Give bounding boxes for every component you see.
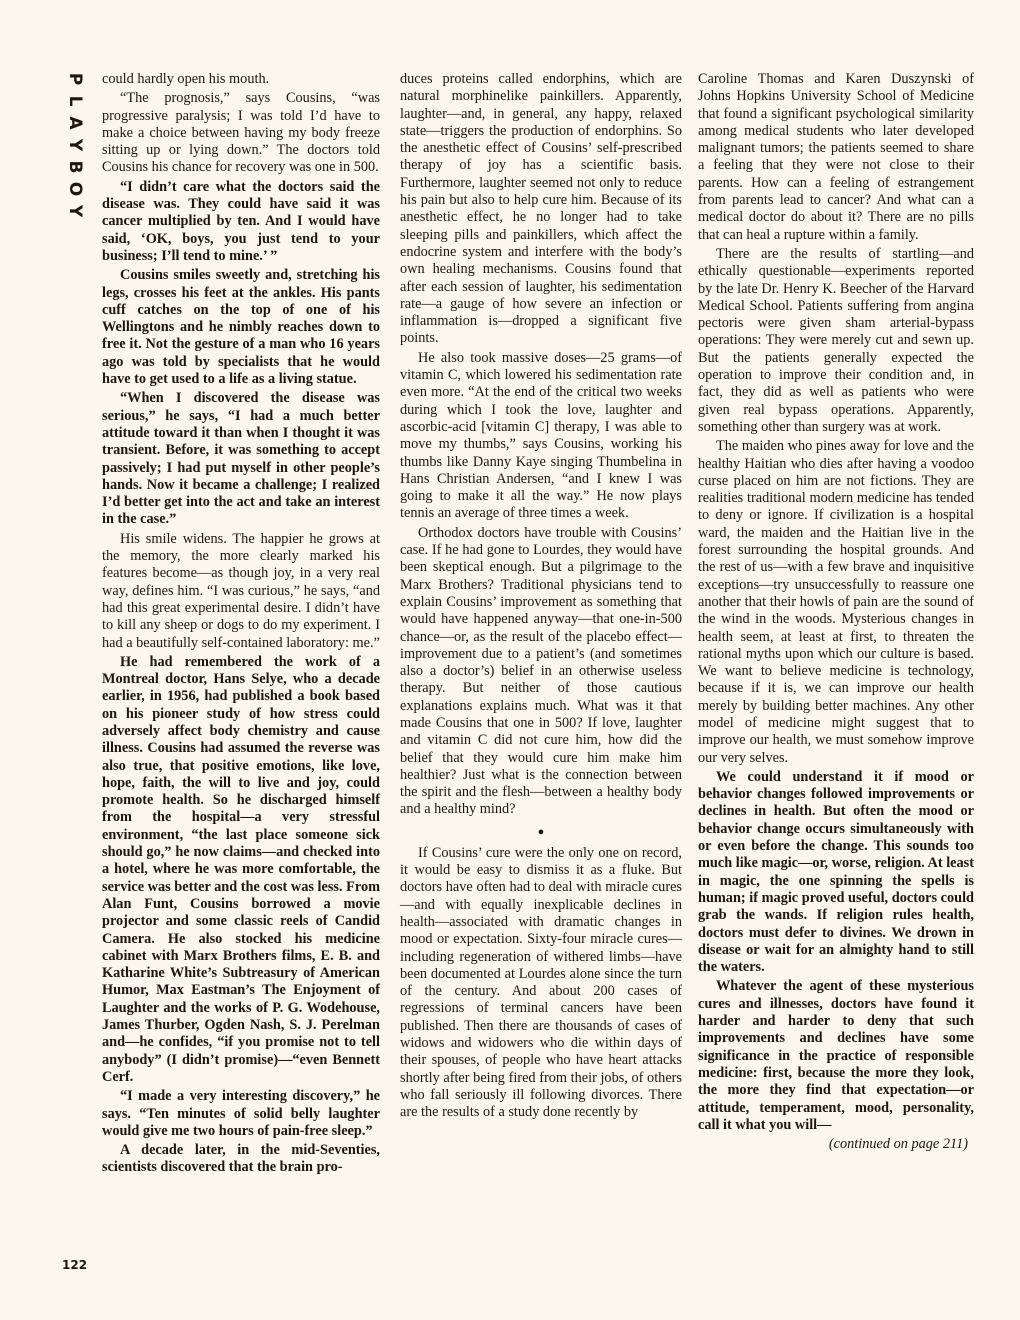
paragraph: Orthodox doctors have trouble with Cousins’ case. If he had gone to Lourdes, they would have been skeptical enough. But a pilgrimage to the Marx Brothers? Traditional physicians tend to explain Cousins’ improvement as something that would have happened anyway—that one-in-500 chance—or, as the result of the placebo effect—improvement due to a patient’s (and sometimes also a doctor’s) belief in an otherwise useless therapy. But neither of those cautious explanations explains much. What was it that made Cousins that one in 500? If love, laughter and vitamin C did not cure him, how did the belief that they would cure him make him healthier? Just what is the connection between the spirit and the flesh—between a healthy body and a healthy mind? <box>400 524 682 818</box>
logo-letter: A <box>65 116 85 130</box>
logo-letter: Y <box>65 138 85 152</box>
paragraph: There are the results of startling—and ethically questionable—experiments reported by the late Dr. Henry K. Beecher of the Harvard Medical School. Patients suffering from angina pectoris were given sham arterial-bypass operations: They were merely cut and sewn up. But the patients generally expected the operation to improve their condition and, in fact, they did as well as patients who were given real bypass operations. Apparently, something other than surgery was at work. <box>698 245 974 435</box>
continued-note: (continued on page 211) <box>828 1136 968 1153</box>
paragraph: Caroline Thomas and Karen Duszynski of Johns Hopkins University School of Medicine that found a significant psychological similarity among medical students who later developed malignant tumors; the patients seemed to share a feeling that they were not close to their parents. How can a feeling of estrangement from parents lead to cancer? And what can a medical doctor do about it? There are no pills that can heal a rupture within a family. <box>698 71 974 243</box>
paragraph: “I made a very interesting discovery,” he says. “Ten minutes of solid belly laughter would give me two hours of pain-free sleep.” <box>102 1088 380 1139</box>
paragraph: His smile widens. The happier he grows at the memory, the more clearly marked his features become—as though joy, in a very real way, defines him. “I was curious,” he says, “and had this great experimental desire. I didn’t have to kill any sheep or dogs to do my experiment. I had a beautifully self-contained laboratory: me.” <box>102 530 380 651</box>
paragraph: If Cousins’ cure were the only one on record, it would be easy to dismiss it as a fluke. But doctors have often had to deal with miracle cures—and with equally inexplicable declines in health—associated with dramatic changes in mood or expectation. Sixty-four miracle cures—including regeneration of withered limbs—have been documented at Lourdes alone since the turn of the century. And about 200 cases of regressions of terminal cancers have been published. Then there are thousands of cases of widows and widowers who die within days of their spouses, of people who have heart attacks shortly after being fired from their jobs, of others who fall seriously ill following divorces. There are the results of a study done recently by <box>400 844 682 1121</box>
magazine-name-vertical <box>62 68 88 222</box>
paragraph: A decade later, in the mid-Seventies, scientists discovered that the brain pro- <box>102 1142 380 1176</box>
page-number: 122 <box>62 1258 88 1272</box>
paragraph: could hardly open his mouth. <box>102 71 270 87</box>
logo-letter: Y <box>65 204 85 218</box>
paragraph: Whatever the agent of these mysterious cures and illnesses, doctors have found it harder and harder to deny that such improvements and declines have some significance in the practice of responsible medicine: first, because the more they look, the more they find that expectation—or attitude, temperament, mood, personality, call it what you will— <box>698 978 974 1133</box>
section-break-bullet: ● <box>537 825 545 838</box>
paragraph: The maiden who pines away for love and the healthy Haitian who dies after having a voodoo curse placed on him are not fictions. They are realities traditional modern medicine has tended to deny or ignore. If civilization is a hospital ward, the maiden and the Haitian live in the forest surrounding the hospital grounds. And the rest of us—with a few brave and inquisitive exceptions—try unsuccessfully to reassure one another that their howls of pain are the sound of the wind in the woods. Mysterious changes in health seem, at least at first, to threaten the rational myths upon which our culture is based. We want to believe medicine is technology, because if it is, we can improve our health merely by building better machines. Any other model of medicine might suggest that to improve our health, we must somehow improve our very selves. <box>698 438 974 766</box>
paragraph: We could understand it if mood or behavior changes followed improvements or declines in health. But often the mood or behavior change occurs simultaneously with or even before the change. This sounds too much like magic—or, worse, religion. At least in magic, the one spinning the spells is human; if magic proved useful, doctors could grab the wands. If religion rules health, doctors must defer to divines. We drown in disease or wait for an almighty hand to still the waters. <box>698 768 974 976</box>
logo-letter: O <box>65 181 85 197</box>
paragraph: He had remembered the work of a Montreal doctor, Hans Selye, who a decade earlier, in 1956, had published a book based on his pioneer study of how stress could adversely affect body chemistry and cause illness. Cousins had assumed the reverse was also true, that positive emotions, like love, hope, faith, the will to live and joy, could promote health. So he discharged himself from the hospital—a very stressful environment, “the last place someone sick should go,” he now claims—and checked into a hotel, where he was more comfortable, the service was better and the cost was less. From Alan Funt, Cousins borrowed a movie projector and some classic reels of Candid Camera. He also stocked his medicine cabinet with Marx Brothers films, E. B. and Katharine White’s Subtreasury of American Humor, Max Eastman’s The Enjoyment of Laughter and the works of P. G. Wodehouse, James Thurber, Ogden Nash, S. J. Perelman and—he confides, “if you promise not to tell anybody” (I didn’t promise)—“even Bennett Cerf. <box>102 653 380 1085</box>
article-column-3 <box>698 71 974 1155</box>
paragraph: Cousins smiles sweetly and, stretching his legs, crosses his feet at the ankles. His pants cuff catches on the top of one of his Wellingtons and he nimbly reaches down to free it. Not the gesture of a man who 16 years ago was told by specialists that he would have to get used to a life as a living statue. <box>102 267 380 388</box>
logo-letter: B <box>65 160 85 174</box>
paragraph: “I didn’t care what the doctors said the disease was. They could have said it was cancer multiplied by ten. And I would have said, ‘OK, boys, you just tend to your business; I’ll tend to mine.’ ” <box>102 178 380 264</box>
article-column-1 <box>102 71 380 1179</box>
paragraph: “When I discovered the disease was serious,” he says, “I had a much better attitude toward it than when I thought it was transient. Before, it was something to accept passively; I had put myself in other people’s hands. Now it became a challenge; I realized I’d better get into the act and take an interest in the case.” <box>102 390 380 528</box>
logo-letter: P <box>65 72 85 86</box>
logo-letter: L <box>65 95 85 107</box>
paragraph: He also took massive doses—25 grams—of vitamin C, which lowered his sedimentation rate even more. “At the end of the critical two weeks during which I took the love, laughter and ascorbic-acid [vitamin C] therapy, I was able to move my thumbs,” says Cousins, working his thumbs like Danny Kaye singing Thumbelina in Hans Christian Andersen, “and I knew I was going to make it all the way.” He now plays tennis an average of three times a week. <box>400 349 682 522</box>
paragraph: “The prognosis,” says Cousins, “was progressive paralysis; I was told I’d have to make a choice between having my body freeze sitting up or lying down.” The doctors told Cousins his chance for recovery was one in 500. <box>102 90 380 176</box>
article-column-2 <box>400 71 682 1124</box>
paragraph: duces proteins called endorphins, which are natural morphinelike painkillers. Apparently, laughter—and, in general, any happy, relaxed state—triggers the production of endorphins. So the anesthetic effect of Cousins’ self-prescribed therapy of joy has a scientific basis. Furthermore, laughter seemed not only to reduce his pain but also to help cure him. Because of its anesthetic effect, he no longer had to take sleeping pills and painkillers, which affect the endocrine system and interfere with the body’s own healing mechanisms. Cousins found that after each session of laughter, his sedimentation rate—a gauge of how severe an infection or inflammation is—dropped a significant five points. <box>400 71 682 347</box>
